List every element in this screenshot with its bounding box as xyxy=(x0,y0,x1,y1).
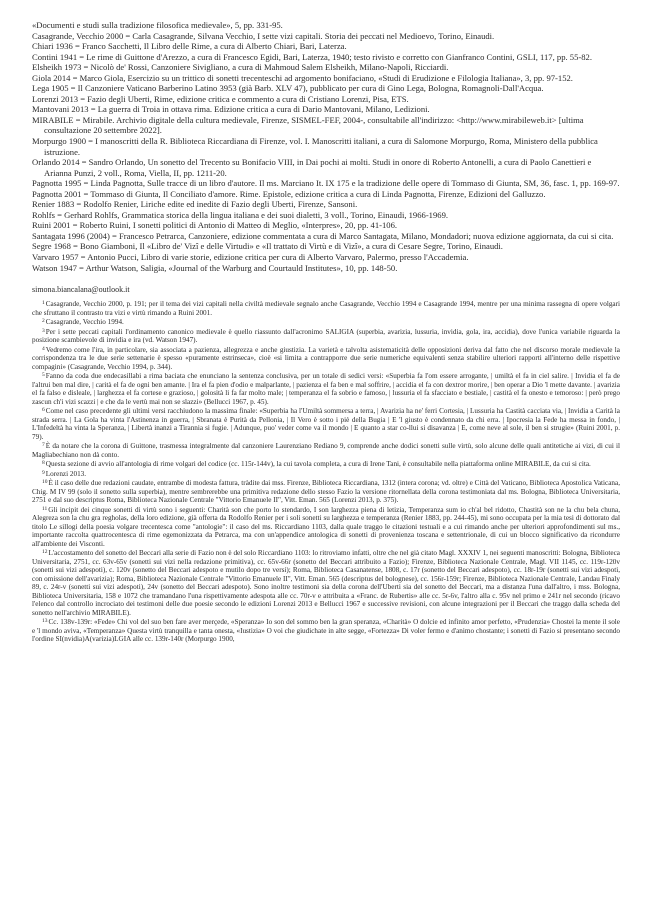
bibliography xyxy=(32,20,620,273)
bibliography-entry: Segre 1968 = Bono Giamboni, Il «Libro de' Vizî e delle Virtudi» e «Il trattato di Virtù e di Vizî», a cura di Cesare Segre, Torino, Einaudi. xyxy=(32,241,503,252)
bibliography-entry: Elsheikh 1973 = Nicolò de' Rossi, Canzoniere Sivigliano, a cura di Mahmoud Salem Elsheikh, Milano-Napoli, Ricciardi. xyxy=(32,62,449,73)
footnote xyxy=(32,459,620,469)
footnote-number: 5 xyxy=(42,372,45,379)
footnote-number: 11 xyxy=(42,505,48,512)
bibliography-entry: Pagnotta 2001 = Tommaso di Giunta, Il Conciliato d'amore. Rime. Epistole, edizione critica a cura di Linda Pagnotta, Firenze, Edizioni del Galluzzo. xyxy=(32,188,546,199)
footnote xyxy=(32,441,620,459)
bibliography-entry: Contini 1941 = Le rime di Guittone d'Arezzo, a cura di Francesco Egidi, Bari, Laterza, 1940; testo rivisto e corretto con Gianfranco Contini, GSLI, 117, pp. 55-82. xyxy=(32,51,592,62)
footnote-number: 12 xyxy=(42,549,48,556)
footnote-text: Come nel caso precedente gli ultimi versi racchiudono la massima finale: «Superbia ha l'Umiltà sommersa a terra, | Avarizia ha ne' ferri Cortesia, | Lussuria ha Castità cacciata via, | Invidia a Carità la strada serra. | La Gola ha vinta l'Astinenza in guerra, | Sbranata è Purità da Pellonia, | Il Vero è sotto i piè della Bugia | E 'l giusto è condennato da chi erra. | Ipocresia la Fede ha messa in fondo, | L'Infedeltà ha vinta la Speranza, | Libertà inanzi a Tirannia si fugie. | Adunque, puo' veder come va il mondo | E quanto a star co-llui si disavanza | E, come neve al sole, il ben si strugie» (Ruini 2001, p. 79). xyxy=(32,407,620,441)
footnote-text: Vedremo come l'ira, in particolare, sia associata a pazienza, allegrezza e anche giustizia. La varietà e talvolta asistematicità delle opposizioni deriva dal fatto che nel discorso morale medievale la corrispondenza tra le due serie settenarie è spesso «puramente estrinseca», cioè «si limita a contrapporre due serie numeriche equivalenti senza stabilire ulteriori rapporti all'interno delle rispettive compagini» (Casagrande, Vecchio 1994, p. 344). xyxy=(32,345,620,371)
bibliography-entry: MIRABILE = Mirabile. Archivio digitale della cultura medievale, Firenze, SISMEL-FEF, 2004-, consultabile all'indirizzo: <http://www.mirabileweb.it> [ultima consultazione 20 settembre 2022]. xyxy=(32,114,584,136)
footnote-text: È da notare che la corona di Guittone, trasmessa integralmente dal canzoniere Laurenziano Rediano 9, comprende anche dodici sonetti sulle virtù, solo alcune delle quali antitetiche ai vizi, di cui il Magliabechiano non dà conto. xyxy=(32,442,620,459)
footnote xyxy=(32,548,620,617)
bibliography-entry: Lega 1905 = Il Canzoniere Vaticano Barberino Latino 3953 (già Barb. XLV 47), pubblicato per cura di Gino Lega, Bologna, Romagnoli-Dall'Acqua. xyxy=(32,83,544,94)
bibliography-entry: Orlando 2014 = Sandro Orlando, Un sonetto del Trecento su Bonifacio VIII, in Dai pochi ai molti. Studi in onore di Roberto Antonelli, a cura di Paolo Canettieri e Arianna Punzi, 2 voll., Roma, Viella, II, pp. 1211-20. xyxy=(32,157,592,178)
footnote-text: Casagrande, Vecchio 2000, p. 191; per il tema dei vizi capitali nella civiltà medievale segnalo anche Casagrande, Vecchio 1994 e Casagrande 1994, mentre per una minima rassegna di opere volgari che sfruttano il contrasto tra vizi e virtù rimando a Ruini 2001. xyxy=(32,300,620,317)
footnote-number: 10 xyxy=(42,479,48,486)
footnote-number: 8 xyxy=(42,460,45,467)
bibliography-entry: Santagata 1996 (2004) = Francesco Petrarca, Canzoniere, edizione commentata a cura di Marco Santagata, Milano, Mondadori; nuova edizione aggiornata, da cui si cita. xyxy=(32,230,614,241)
footnote-text: L'accostamento del sonetto del Beccari alla serie di Fazio non è del solo Riccardiano 1103: lo ritroviamo infatti, oltre che nel già citato Magl. XXXIV 1, nei seguenti manoscritti: Bologna, Biblioteca Universitaria, 2751, cc. 63v-65v (sonetti sui vizi nella redazione primitiva), cc. 65v-66r (sonetto del Beccari attribuito a Fazio); Firenze, Biblioteca Nazionale Centrale, Magl. VII 1145, cc. 119r-120v (sonetti sui vizi adespoti), c. 120v (sonetto del Beccari adespoto e mutilo dopo tre versi); Roma, Biblioteca Casanatense, 1808, c. 17r (sonetto del Beccari adespoto), cc. 18r-19r (sonetti sui vizi adespoti, con omissione dell'avarizia); Roma, Biblioteca Nazionale Centrale "Vittorio Emanuele II", Vitt. Eman. 565 (descriptus del bolognese), cc. 156r-159r; Firenze, Biblioteca Nazionale Centrale, Landau Finaly 89, c. 24r-v (sonetti sui vizi adespoti), 24v (sonetto del Beccari adespoto). Sono inoltre testimoni sia della corona dell'Uberti sia del sonetto del Beccari, ma a distanza l'una dall'altro, i mss. Bologna, Biblioteca Universitaria, 158 e 1072 che tramandano l'una rispettivamente adespota alle cc. 70r-v e attribuita a «Franc. de Rubertis» alle cc. 5r-6v, l'altro alla c. 95v nel primo e 241r nel secondo (ricavo l'elenco dal controllo incrociato dei testimoni delle due poesie secondo le edizioni Lorenzi 2013 e Bellucci 1967 e successive revisioni, con alcune integrazioni per il Beccari che traggo dalla scheda del sonetto nell'archivio MIRABILE). xyxy=(32,549,620,617)
bibliography-entry: Mantovani 2013 = La guerra di Troia in ottava rima. Edizione critica a cura di Dario Mantovani, Milano, Ledizioni. xyxy=(32,104,430,115)
footnote-text: Questa sezione di avvio all'antologia di rime volgari del codice (cc. 115r-144v), la cui tavola completa, a cura di Irene Tani, è consultabile nella piattaforma online MIRABILE, da cui si cita. xyxy=(45,460,591,469)
bibliography-entry: Lorenzi 2013 = Fazio degli Uberti, Rime, edizione critica e commento a cura di Cristiano Lorenzi, Pisa, ETS. xyxy=(32,93,409,104)
footnote xyxy=(32,327,620,345)
footnote xyxy=(32,617,620,644)
bibliography-entry: Rohlfs = Gerhard Rohlfs, Grammatica storica della lingua italiana e dei suoi dialetti, 3 voll., Torino, Einaudi, 1966-1969. xyxy=(32,209,449,220)
page xyxy=(32,20,620,644)
footnote xyxy=(32,371,620,406)
footnote-number: 9 xyxy=(42,469,45,476)
footnote xyxy=(32,345,620,372)
bibliography-entry: Varvaro 1957 = Antonio Pucci, Libro di varie storie, edizione critica per cura di Alberto Varvaro, Palermo, presso l'Accademia. xyxy=(32,252,469,263)
bibliography-entry: Chiari 1936 = Franco Sacchetti, Il Libro delle Rime, a cura di Alberto Chiari, Bari, Laterza. xyxy=(32,41,347,52)
footnote-text: Casagrande, Vecchio 1994. xyxy=(45,318,124,327)
bibliography-entry: Casagrande, Vecchio 2000 = Carla Casagrande, Silvana Vecchio, I sette vizi capitali. Storia dei peccati nel Medioevo, Torino, Einaudi. xyxy=(32,30,495,41)
footnote xyxy=(32,317,620,327)
author-email: simona.biancalana@outlook.it xyxy=(32,285,130,295)
footnote-number: 13 xyxy=(42,618,48,625)
bibliography-entry: Pagnotta 1995 = Linda Pagnotta, Sulle tracce di un libro d'autore. Il ms. Marciano It. IX 175 e la tradizione delle opere di Tommaso di Giunta, SM, 36, fasc. 1, pp. 169-97. xyxy=(32,178,620,189)
footnote-number: 6 xyxy=(42,407,45,414)
footnote-text: Gli incipit dei cinque sonetti di virtù sono i seguenti: Charità son che porto lo stendardo, I son larghezza piena di letizia, Temperanza sum io ch'al bel ridotto, Chastità son ne la chu bela chuna, Alegreza son la chu gra regholas, della loro edizione, già offerta da Rodolfo Renier per i soli sonetti su larghezza e temperanza (Renier 1883, pp. 244-45), mi sono occupata per la mia tesi di dottorato dal titolo Le sillogi della poesia volgare trecentesca come "antologie": il caso del ms. Riccardiano 1103, dalla quale traggo le citazioni testuali e a cui rimando anche per ulteriori approfondimenti sul ms., importante raccolta quattrocentesca di rime egemonizzata da Petrarca, ma con un'appendice antologica di sonetti di provenienza toscana e settentrionale, di cui un blocco significativo da ricondurre all'ambiente dei Visconti. xyxy=(32,505,620,548)
bibliography-entry: Watson 1947 = Arthur Watson, Saligia, «Journal of the Warburg and Courtauld Institutes», 10, pp. 148-50. xyxy=(32,262,398,273)
footnote-text: Cc. 138v-139r: «Fede» Chi vol del suo ben fare aver merçede, «Speranza» Io son del sommo ben la gran speranza, «Charità» O dolcie ed infinito amor perfetto, «Prudenzia» Chostei la mente il sole e 'l mondo aviva, «Temperanza» Questa virtù tranquilla e tanta onesta, «Iustizia» O voi che giudichate in alte segge, «Fortezza» Di voler fermo e d'animo chostante; i sonetti di Fazio si presentano secondo l'ordine SI(nvidia)A(varizia)LGIA alle cc. 139r-140r (Morpurgo 1900, xyxy=(32,618,620,644)
footnote-number: 2 xyxy=(42,318,45,325)
footnote xyxy=(32,299,620,317)
bibliography-entry: Ruini 2001 = Roberto Ruini, I sonetti politici di Antonio di Matteo di Meglio, «Interpres», 20, pp. 41-106. xyxy=(32,220,398,231)
footnote-text: Lorenzi 2013. xyxy=(45,469,87,478)
footnote xyxy=(32,478,620,505)
footnote-number: 7 xyxy=(42,442,45,449)
footnote-text: Per i sette peccati capitali l'ordinamento canonico medievale è quello riassunto dall'acronimo SALIGIA (superbia, avarizia, lussuria, invidia, gola, ira, accidia), dove l'unica variabile riguarda la posizione scambievole di invidia e ira (vd. Watson 1947). xyxy=(32,327,620,345)
footnote xyxy=(32,406,620,441)
footnote-number: 4 xyxy=(42,345,45,352)
footnote-text: Fanno da coda due endecasillabi a rima baciata che enunciano la sentenza conclusiva, per un totale di sedici versi: «Superbia fa l'om essere arrogante, | umiltà el fa in ciel salire. | Invidia el fa de l'altrui ben mal dire, | carità el fa de ogni ben amante. | Ira el fa pien d'odio e malparlante, | pazienza el fa ben e mal soffrire, | accidia el fa con dextror morire, | ben operar a Dio 'l mette davante. | avarizia el fa falso e disleale, | larghezza el fa cortese e grazioso, | golosità li fa far molto male; | temperanza el fa sobrio e famoso, | lussuria el fa sfacciato e bestiale, | castità el fa onesto e temoroso: | però prego zascun ch'i vizi scazzi | e che da le vertù mai non se slazzi» (Bellucci 1967, p. 45). xyxy=(32,372,620,406)
bibliography-entry: Giola 2014 = Marco Giola, Esercizio su un trittico di sonetti trecenteschi ad argomento bonifaciano, «Studi di Erudizione e Filologia Italiana», 3, pp. 97-152. xyxy=(32,72,573,83)
footnote xyxy=(32,469,620,479)
footnote-number: 3 xyxy=(42,327,45,334)
bibliography-entry: Renier 1883 = Rodolfo Renier, Liriche edite ed inedite di Fazio degli Uberti, Firenze, Sansoni. xyxy=(32,199,358,210)
footnotes xyxy=(32,299,620,644)
footnote-number: 1 xyxy=(42,300,45,307)
footnote-text: È il caso delle due redazioni caudate, entrambe di modesta fattura, tràdite dai mss. Firenze, Biblioteca Riccardiana, 1312 (intera corona; vd. oltre) e Città del Vaticano, Biblioteca Apostolica Vaticana, Chig. M IV 99 (solo il sonetto sulla superbia), mentre sembrerebbe una primitiva redazione dello stesso Fazio la versione ritornellata della corona testimoniata dal ms. Bologna, Biblioteca Universitaria, 2751 e dal suo descriptus Roma, Biblioteca Nazionale Centrale "Vittorio Emanuele II", Vitt. Eman. 565 (Lorenzi 2013, p. 375). xyxy=(32,479,620,505)
bibliography-entry: Morpurgo 1900 = I manoscritti della R. Biblioteca Riccardiana di Firenze, vol. I. Manoscritti italiani, a cura di Salomone Morpurgo, Roma, Ministero della pubblica istruzione. xyxy=(32,136,598,157)
footnote xyxy=(32,505,620,549)
bibliography-entry: «Documenti e studi sulla tradizione filosofica medievale», 5, pp. 331-95. xyxy=(32,20,283,30)
